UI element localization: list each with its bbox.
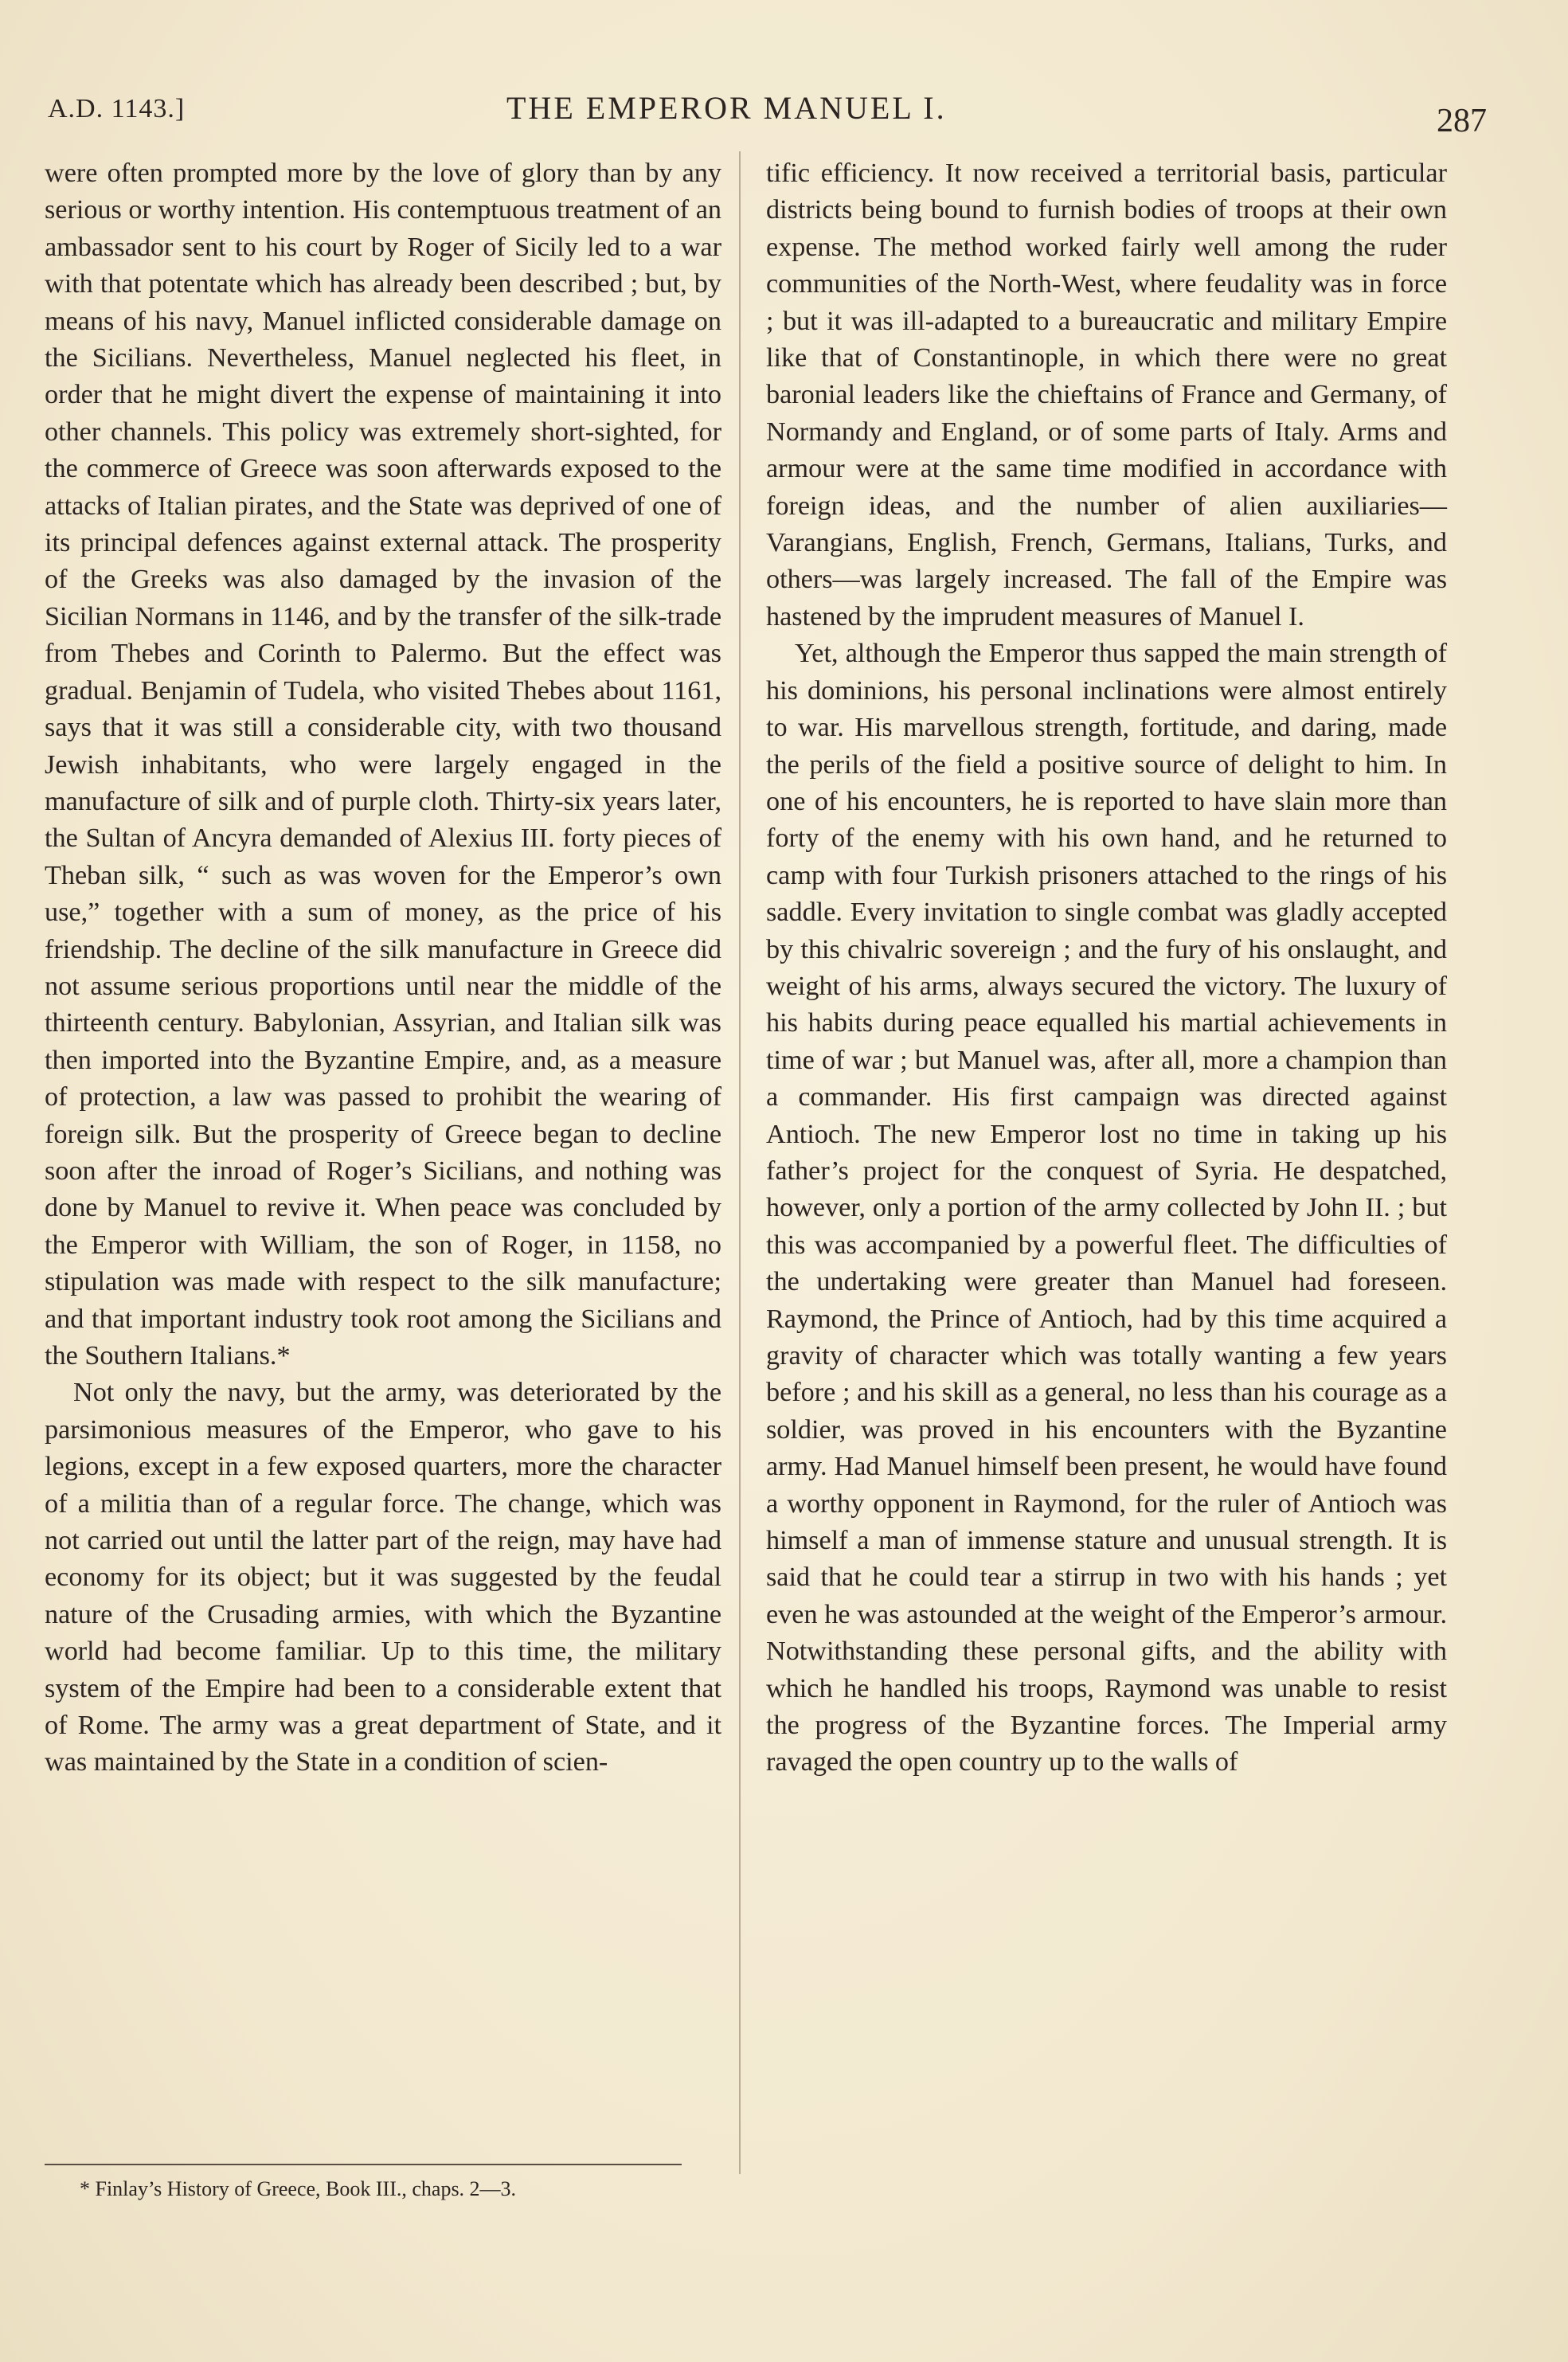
page-number: 287 bbox=[1437, 103, 1487, 139]
footnote: * Finlay’s History of Greece, Book III., chaps. 2—3. bbox=[80, 2177, 517, 2200]
paragraph: were often prompted more by the love of glory than by any serious or worthy intention. His contemptuous treatment of an ambassador sent to his court by Roger of Sicily led to a war with that potentate which has already been described ; but, by means of his navy, Manuel inflicted considerable damage on the Sicilians. Nevertheless, Manuel neglected his fleet, in order that he might divert the expense of maintaining it into other channels. This policy was extremely short-sighted, for the commerce of Greece was soon afterwards exposed to the attacks of Italian pirates, and the State was deprived of one of its principal defences against external attack. The prosperity of the Greeks was also damaged by the invasion of the Sicilian Normans in 1146, and by the transfer of the silk-trade from Thebes and Corinth to Palermo. But the effect was gradual. Benjamin of Tudela, who visited Thebes about 1161, says that it was still a considerable city, with two thousand Jewish inhabitants, who were largely engaged in the manufacture of silk and of purple cloth. Thirty-six years later, the Sultan of Ancyra demanded of Alexius III. forty pieces of Theban silk, “ such as was woven for the Emperor’s own use,” together with a sum of money, as the price of his friendship. The decline of the silk manufacture in Greece did not assume serious proportions until near the middle of the thirteenth century. Babylonian, Assyrian, and Italian silk was then imported into the Byzantine Empire, and, as a measure of protection, a law was passed to prohibit the wearing of foreign silk. But the prosperity of Greece began to decline soon after the inroad of Roger’s Sicilians, and nothing was done by Manuel to revive it. When peace was concluded by the Emperor with William, the son of Roger, in 1158, no stipulation was made with respect to the silk manufacture; and that important industry took root among the Sicilians and the Southern Italians.* bbox=[45, 158, 721, 1371]
header-title: THE EMPEROR MANUEL I. bbox=[506, 90, 947, 126]
right-column bbox=[766, 155, 1447, 1781]
running-head bbox=[48, 89, 1505, 137]
column-divider bbox=[739, 151, 741, 2174]
paragraph: Not only the navy, but the army, was deteriorated by the parsimonious measures of the Emperor, who gave to his legions, except in a few exposed quarters, more the character of a militia than of a regular force. The change, which was not carried out until the latter part of the reign, may have had economy for its object; but it was suggested by the feudal nature of the Crusading armies, with which the Byzantine world had become familiar. Up to this time, the military system of the Empire had been to a considerable extent that of Rome. The army was a great department of State, and it was maintained by the State in a condition of scien- bbox=[45, 1378, 721, 1777]
header-date: A.D. 1143.] bbox=[48, 94, 186, 123]
paragraph: tific efficiency. It now received a territorial basis, particular districts being bound to furnish bodies of troops at their own expense. The method worked fairly well among the ruder communities of the North-West, where feudality was in force ; but it was ill-adapted to a bureaucratic and military Empire like that of Constantinople, in which there were no great baronial leaders like the chieftains of France and Germany, of Normandy and England, or of some parts of Italy. Arms and armour were at the same time modified in accordance with foreign ideas, and the number of alien auxiliaries—Varangians, English, French, Germans, Italians, Turks, and others—was largely increased. The fall of the Empire was hastened by the imprudent measures of Manuel I. bbox=[766, 158, 1447, 632]
left-column bbox=[45, 155, 721, 1781]
paragraph: Yet, although the Emperor thus sapped the main strength of his dominions, his personal inclinations were almost entirely to war. His marvellous strength, fortitude, and daring, made the perils of the field a positive source of delight to him. In one of his encounters, he is reported to have slain more than forty of the enemy with his own hand, and he returned to camp with four Turkish prisoners attached to the rings of his saddle. Every invitation to single combat was gladly accepted by this chivalric sovereign ; and the fury of his onslaught, and weight of his arms, always secured the victory. The luxury of his habits during peace equalled his martial achievements in time of war ; but Manuel was, after all, more a champion than a commander. His first campaign was directed against Antioch. The new Emperor lost no time in taking up his father’s project for the conquest of Syria. He despatched, however, only a portion of the army collected by John II. ; but this was accompanied by a powerful fleet. The difficulties of the undertaking were greater than Manuel had foreseen. Raymond, the Prince of Antioch, had by this time acquired a gravity of character which was totally wanting a few years before ; and his skill as a general, no less than his courage as a soldier, was proved in his encounters with the Byzantine army. Had Manuel himself been present, he would have found a worthy opponent in Raymond, for the ruler of Antioch was himself a man of immense stature and unusual strength. It is said that he could tear a stirrup in two with his hands ; yet even he was astounded at the weight of the Emperor’s armour. Notwithstanding these personal gifts, and the ability with which he handled his troops, Raymond was unable to resist the progress of the Byzantine forces. The Imperial army ravaged the open country up to the walls of bbox=[766, 639, 1447, 1777]
footnote-rule bbox=[45, 2164, 682, 2165]
